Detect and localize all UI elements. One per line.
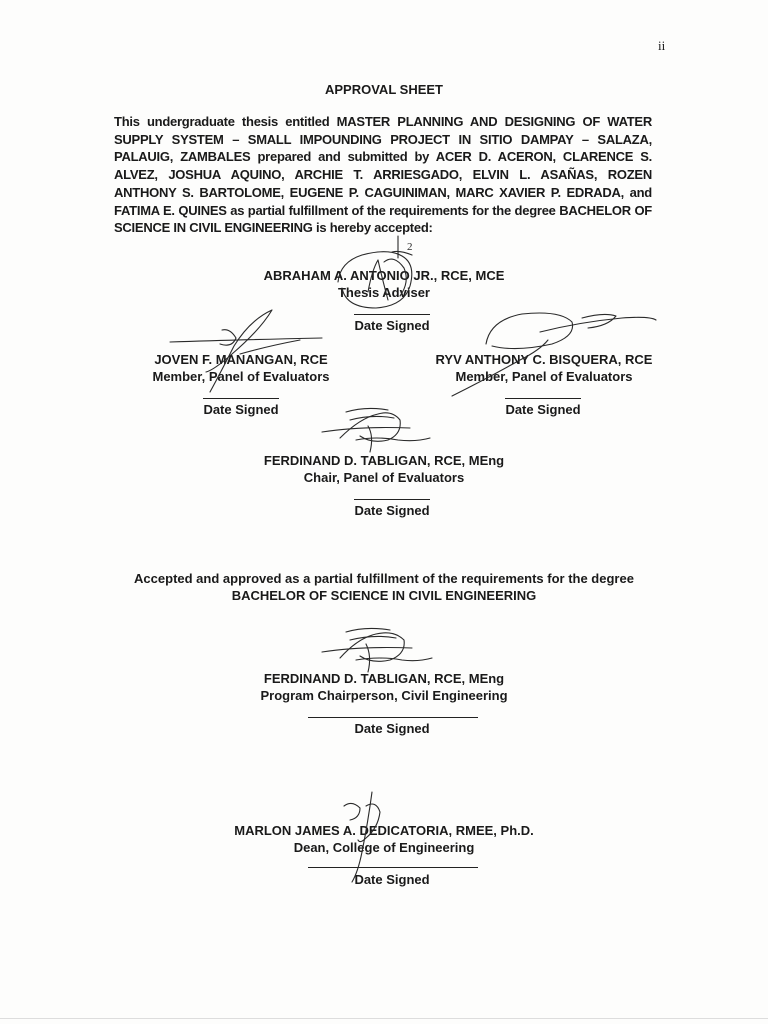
adviser-name: ABRAHAM A. ANTONIO JR., RCE, MCE xyxy=(263,268,505,283)
acceptance-line-2: BACHELOR OF SCIENCE IN CIVIL ENGINEERING xyxy=(231,588,537,603)
acceptance-line-1: Accepted and approved as a partial fulfillment of the requirements for the degree xyxy=(134,571,634,586)
page-title: APPROVAL SHEET xyxy=(325,82,443,97)
acceptance-statement xyxy=(0,570,768,604)
evaluator-right-date-line xyxy=(505,398,581,399)
approval-statement: This undergraduate thesis entitled MASTER PLANNING AND DESIGNING OF WATER SUPPLY SYSTEM – SMALL IMPOUNDING PROJECT IN SITIO DAMPAY – SALAZA, PALAUIG, ZAMBALES prepared and submitted by ACER D. ACERON, CLARENCE S. ALVEZ, JOSHUA AQUINO, ARCHIE T. ARRIESGADO, ELVIN L. ASAÑAS, ROZEN ANTHONY S. BARTOLOME, EUGENE P. CAGUINIMAN, MARC XAVIER P. EDRADA, and FATIMA E. QUINES as partial fulfillment of the requirements for the degree BACHELOR OF SCIENCE IN CIVIL ENGINEERING is hereby accepted: xyxy=(114,114,652,236)
chair-block xyxy=(234,452,534,486)
program-chair-name: FERDINAND D. TABLIGAN, RCE, MEng xyxy=(263,671,505,686)
chair-date-line xyxy=(354,499,430,500)
dean-block xyxy=(214,822,554,856)
evaluator-left-name: JOVEN F. MANANGAN, RCE xyxy=(154,352,328,367)
chair-name: FERDINAND D. TABLIGAN, RCE, MEng xyxy=(263,453,505,468)
dean-role: Dean, College of Engineering xyxy=(293,840,475,855)
evaluator-left-block xyxy=(131,351,351,385)
program-chair-date-label: Date Signed xyxy=(354,721,430,736)
chair-date-label: Date Signed xyxy=(354,503,430,518)
evaluator-left-role: Member, Panel of Evaluators xyxy=(152,369,330,384)
page-bottom-edge xyxy=(0,1018,768,1019)
evaluator-right-name: RYV ANTHONY C. BISQUERA, RCE xyxy=(435,352,653,367)
program-chair-signature xyxy=(322,628,432,672)
dean-name: MARLON JAMES A. DEDICATORIA, RMEE, Ph.D. xyxy=(234,823,534,838)
program-chair-block xyxy=(234,670,534,704)
page-number: ii xyxy=(658,38,666,53)
evaluator-left-date-label: Date Signed xyxy=(203,402,279,417)
program-chair-date-line xyxy=(308,717,478,718)
chair-signature xyxy=(322,408,430,452)
evaluator-left-date-line xyxy=(203,398,279,399)
dean-date-label: Date Signed xyxy=(354,872,430,887)
chair-role: Chair, Panel of Evaluators xyxy=(303,470,465,485)
evaluator-right-role: Member, Panel of Evaluators xyxy=(455,369,633,384)
dean-date-line xyxy=(308,867,478,868)
evaluator-right-block xyxy=(424,351,664,385)
adviser-handwritten-mark: 2 xyxy=(407,241,413,253)
evaluator-right-date-label: Date Signed xyxy=(505,402,581,417)
adviser-block xyxy=(234,267,534,301)
adviser-date-label: Date Signed xyxy=(354,318,430,333)
adviser-date-line xyxy=(354,314,430,315)
program-chair-role: Program Chairperson, Civil Engineering xyxy=(260,688,508,703)
adviser-role: Thesis Adviser xyxy=(337,285,430,300)
